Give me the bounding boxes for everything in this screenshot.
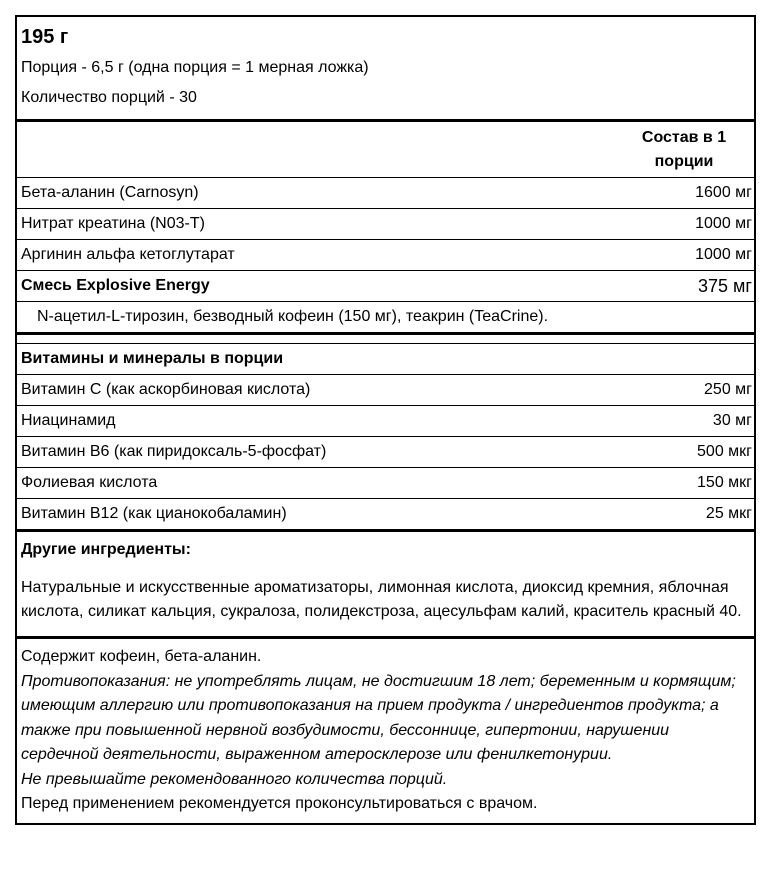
vitamin-value: 250 мг	[704, 381, 752, 398]
vitamins-title: Витамины и минералы в порции	[17, 343, 754, 374]
ingredient-name: Бета-аланин (Carnosyn)	[21, 184, 199, 201]
notes-section	[17, 639, 754, 823]
other-ingredients-section	[17, 532, 754, 639]
table-row	[17, 239, 754, 270]
table-row	[17, 208, 754, 239]
table-row	[17, 405, 754, 436]
composition-section	[17, 122, 754, 335]
dosage-note: Не превышайте рекомендованного количества порций.	[21, 770, 448, 788]
package-size: 195 г	[21, 26, 69, 48]
column-header-per-serving: Состав в 1 порции	[641, 129, 727, 170]
ingredient-name: Нитрат креатина (N03-T)	[21, 215, 205, 232]
vitamin-name: Витамин В6 (как пиридоксаль-5-фосфат)	[21, 443, 327, 460]
supplement-facts-panel	[15, 15, 756, 825]
vitamin-name: Витамин С (как аскорбиновая кислота)	[21, 381, 311, 398]
vitamin-value: 30 мг	[712, 412, 752, 429]
other-ingredients-text: Натуральные и искусственные ароматизаторы, лимонная кислота, диоксид кремния, яблочная кислота, силикат кальция, сукралоза, полидекстроза, ацесульфам калий, краситель красный 40.	[21, 579, 742, 620]
vitamins-section	[17, 335, 754, 532]
ingredient-value: 1600 мг	[695, 184, 752, 201]
vitamin-value: 25 мкг	[705, 505, 752, 522]
table-row	[17, 498, 754, 529]
vitamin-value: 150 мкг	[697, 474, 752, 491]
ingredient-name: Аргинин альфа кетоглутарат	[21, 246, 235, 263]
ingredient-value: 1000 мг	[695, 246, 752, 263]
blend-value: 375 мг	[698, 275, 752, 296]
blend-row	[17, 270, 754, 301]
composition-column-header	[17, 122, 754, 177]
table-row	[17, 436, 754, 467]
vitamin-value: 500 мкг	[697, 443, 752, 460]
servings-count: Количество порций - 30	[21, 89, 197, 106]
table-row	[17, 467, 754, 498]
vitamin-name: Витамин В12 (как цианокобаламин)	[21, 505, 287, 522]
consult-note: Перед применением рекомендуется проконсультироваться с врачом.	[21, 795, 538, 812]
contraindications-note: Противопоказания: не употреблять лицам, не достигшим 18 лет; беременным и кормящим; имеющим аллергию или противопоказания на прием продукта / ингредиентов продукта; а также при повышенной нервной возбудимости, бессоннице, гипертонии, нарушении сердечной деятельности, выраженном атеросклерозе или фенилкетонурии.	[21, 672, 736, 763]
other-ingredients-title: Другие ингредиенты:	[21, 541, 191, 558]
vitamin-name: Ниацинамид	[21, 412, 116, 429]
blend-name: Смесь Explosive Energy	[21, 277, 210, 294]
ingredient-value: 1000 мг	[695, 215, 752, 232]
table-row	[17, 374, 754, 405]
serving-size: Порция - 6,5 г (одна порция = 1 мерная ложка)	[21, 59, 369, 76]
blend-details: N-ацетил-L-тирозин, безводный кофеин (150 мг), теакрин (TeaCrine).	[17, 301, 754, 332]
contains-note: Содержит кофеин, бета-аланин.	[21, 648, 262, 665]
header-section	[17, 17, 754, 122]
table-row	[17, 177, 754, 208]
vitamin-name: Фолиевая кислота	[21, 474, 158, 491]
